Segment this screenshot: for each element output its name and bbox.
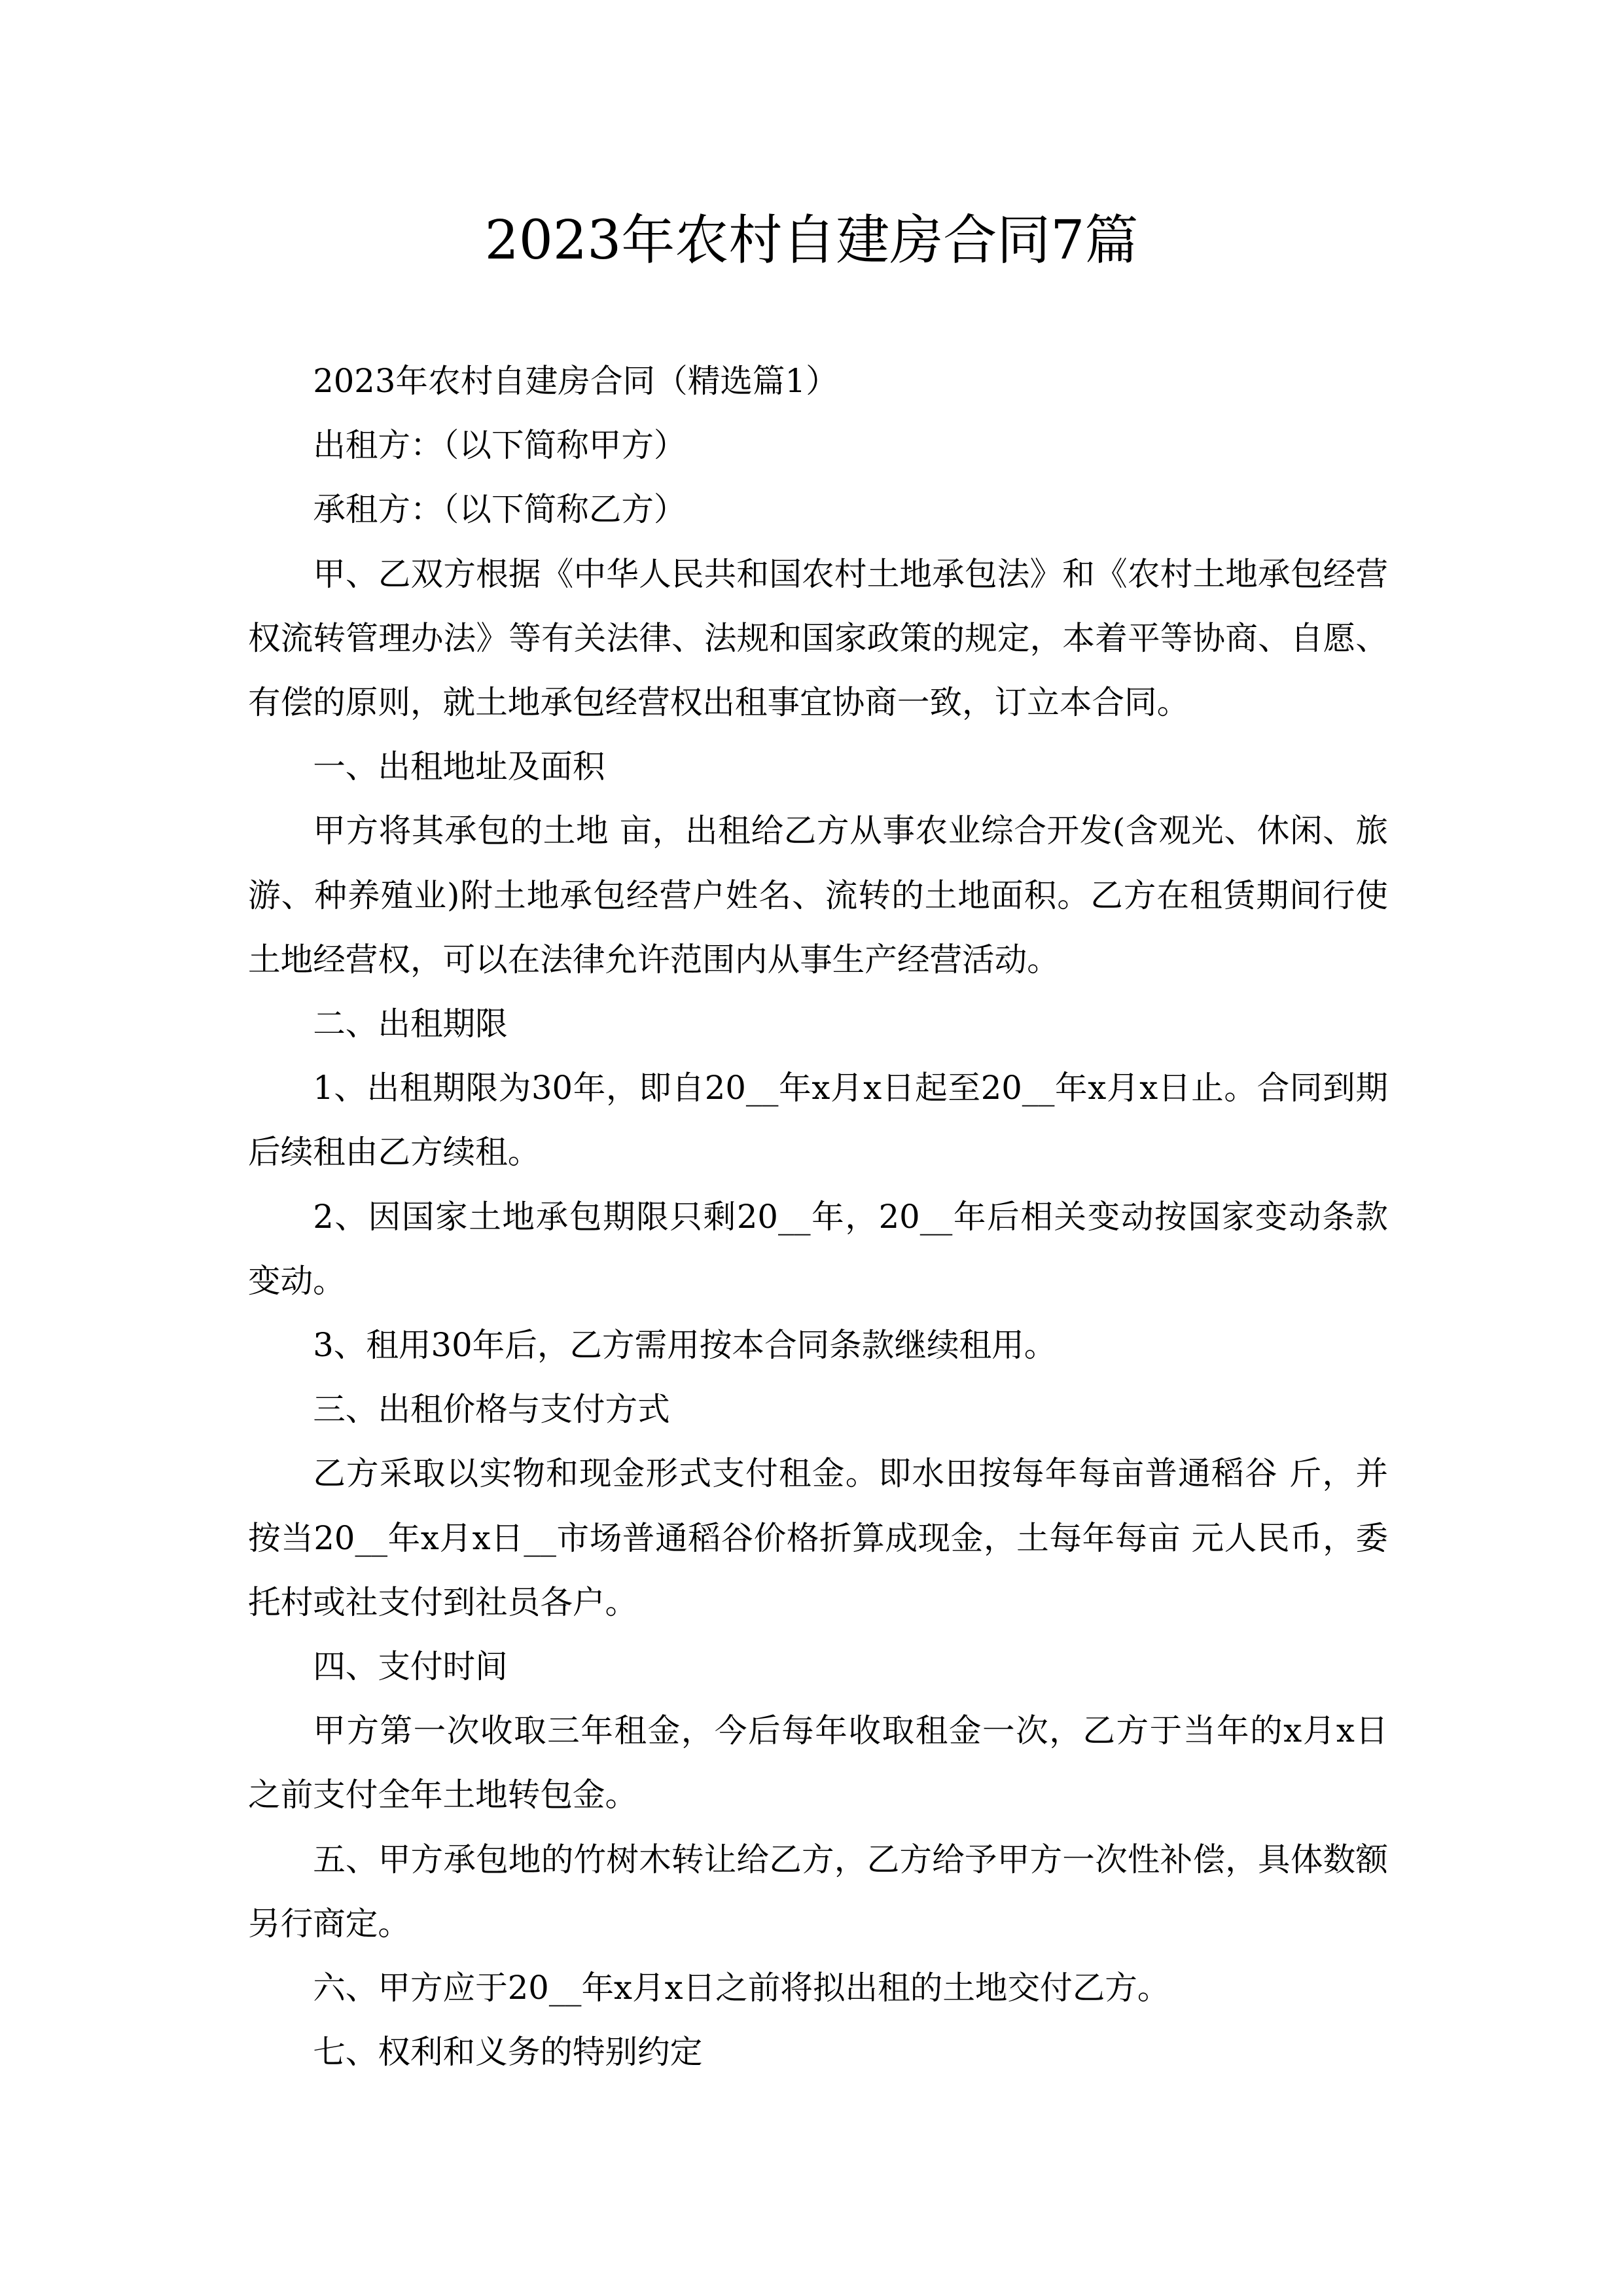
clause-paragraph: 甲方将其承包的土地 亩，出租给乙方从事农业综合开发(含观光、休闲、旅游、种养殖业)附土地承包经营户姓名、流转的土地面积。乙方在租赁期间行使土地经营权，可以在法律允许范围内从事生产经营活动。 [248, 812, 1388, 978]
document-body [248, 349, 1388, 2084]
clause-heading: 七、权利和义务的特别约定 [313, 2033, 703, 2072]
preamble-paragraph: 甲、乙双方根据《中华人民共和国农村土地承包法》和《农村土地承包经营权流转管理办法》等有关法律、法规和国家政策的规定，本着平等协商、自愿、有偿的原则，就土地承包经营权出租事宜协商一致，订立本合同。 [248, 554, 1388, 722]
lessee-line: 承租方：（以下简称乙方） [313, 490, 687, 529]
lessor-line: 出租方：（以下简称甲方） [313, 426, 687, 465]
clause-heading: 四、支付时间 [313, 1647, 508, 1686]
clause-heading: 三、出租价格与支付方式 [313, 1390, 670, 1429]
clause-paragraph: 乙方采取以实物和现金形式支付租金。即水田按每年每亩普通稻谷 斤，并按当20__年x月x日__市场普通稻谷价格折算成现金，土每年每亩 元人民币，委托村或社支付到社员各户。 [248, 1454, 1388, 1621]
clause-paragraph: 五、甲方承包地的竹树木转让给乙方，乙方给予甲方一次性补偿，具体数额另行商定。 [248, 1840, 1388, 1943]
clause-heading: 二、出租期限 [313, 1005, 508, 1043]
clause-paragraph: 3、租用30年后，乙方需用按本合同条款继续租用。 [313, 1326, 1057, 1365]
clause-paragraph: 六、甲方应于20__年x月x日之前将拟出租的土地交付乙方。 [313, 1969, 1170, 2007]
document-title: 2023年农村自建房合同7篇 [484, 209, 1139, 272]
clause-paragraph: 甲方第一次收取三年租金，今后每年收取租金一次，乙方于当年的x月x日之前支付全年土地转包金。 [248, 1712, 1388, 1814]
clause-heading: 一、出租地址及面积 [313, 747, 605, 786]
clause-paragraph: 2、因国家土地承包期限只剩20__年，20__年后相关变动按国家变动条款变动。 [248, 1197, 1388, 1300]
section-heading: 2023年农村自建房合同（精选篇1） [313, 362, 838, 400]
clause-paragraph: 1、出租期限为30年，即自20__年x月x日起至20__年x月x日止。合同到期后续租由乙方续租。 [248, 1069, 1388, 1172]
